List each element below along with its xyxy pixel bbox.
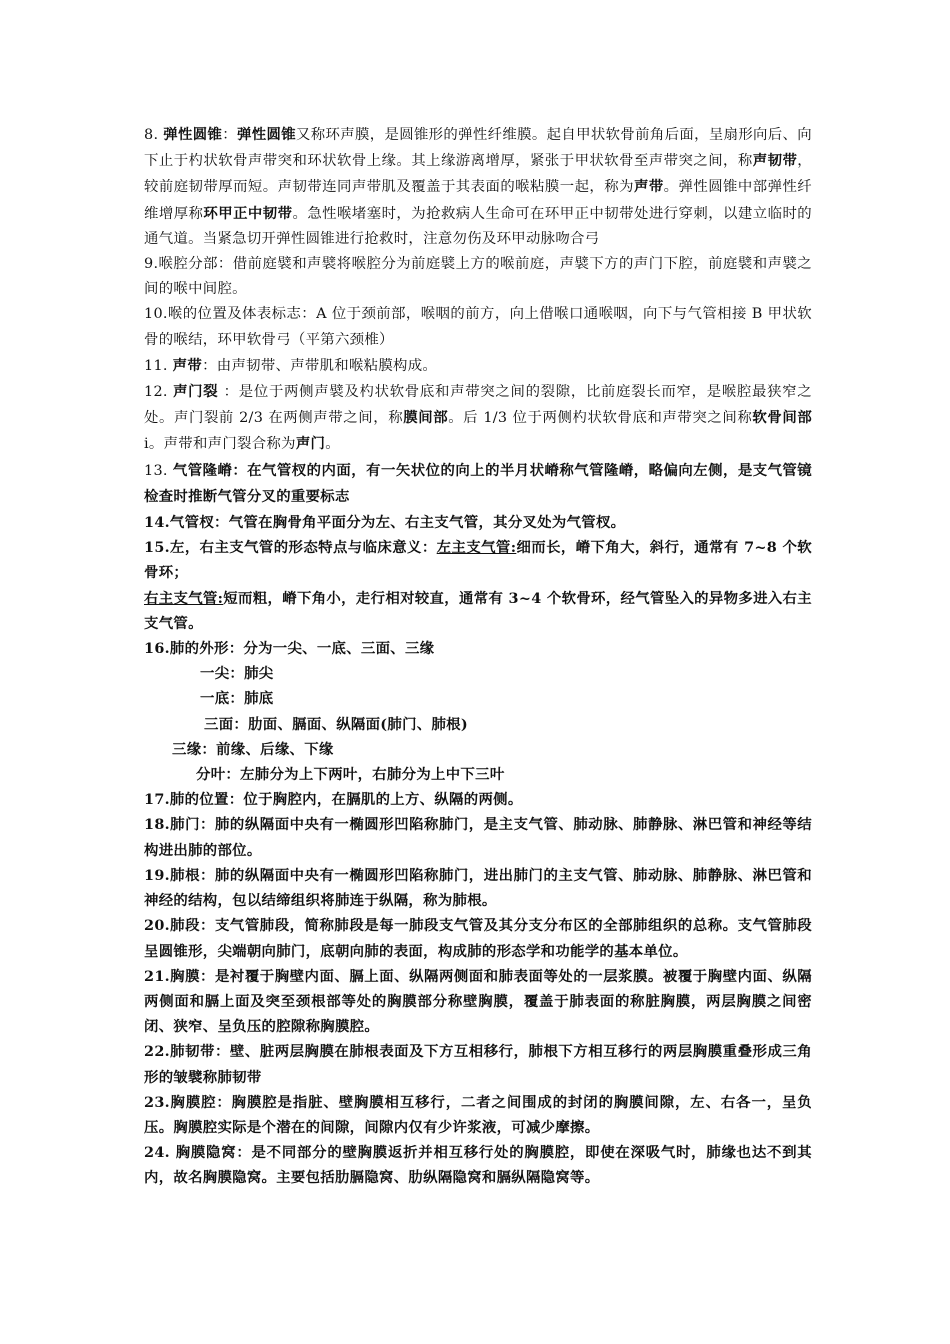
item-12 <box>144 379 812 458</box>
text: i。声带和声门裂合称为 <box>144 436 296 453</box>
term: 声带 <box>633 178 664 196</box>
text: ：由声韧带、声带肌和喉粘膜构成。 <box>202 357 438 374</box>
term: 声韧带 <box>752 152 798 170</box>
term: 声门 <box>295 435 326 453</box>
item-number: 12. <box>144 384 174 401</box>
term: 声带 <box>172 356 203 374</box>
term: 弹性圆锥 <box>237 126 296 143</box>
underlined-term: 左主支气管: <box>436 539 517 557</box>
item-16-lobes: 分叶：左肺分为上下两叶，右肺分为上中下三叶 <box>196 766 505 784</box>
item-16-apex: 一尖：肺尖 <box>200 665 274 683</box>
text: 细而长，嵴下角大，斜行，通常有 7~8 个软骨环； <box>144 539 812 582</box>
text: 。急性喉堵塞时，为抢救病人生命可在环甲正中韧带处进行穿刺，以建立临时的通气道。当紧急切开弹性圆锥进行抢救时，注意勿伤及环甲动脉吻合弓 <box>144 205 812 247</box>
item-17: 17.肺的位置：位于胸腔内，在膈肌的上方、纵隔的两侧。 <box>144 791 523 809</box>
item-number: 13. <box>144 462 173 479</box>
item-16-surfaces: 三面：肋面、膈面、纵隔面(肺门、肺根) <box>204 715 468 733</box>
text: 。后 1/3 位于两侧杓状软骨底和声带突之间称 <box>448 410 753 427</box>
item-24: 24. 胸膜隐窝：是不同部分的壁胸膜返折并相互移行处的胸膜腔，即使在深吸气时，肺缘也达不到其内，故名胸膜隐窝。主要包括肋膈隐窝、肋纵隔隐窝和膈纵隔隐窝等。 <box>144 1144 812 1187</box>
item-15-right <box>144 586 812 636</box>
item-8 <box>144 122 812 252</box>
item-22: 22.肺韧带：壁、脏两层胸膜在肺根表面及下方互相移行，肺根下方相互移行的两层胸膜重叠形成三角形的皱襞称肺韧带 <box>144 1043 812 1086</box>
text: ：是位于两侧声襞及杓状软骨底和声带突之间的裂隙，比前庭裂长而窄，是喉腔最狭窄之处。声门裂前 2/3 在两侧声带之间，称 <box>144 384 813 427</box>
item-16-base: 一底：肺底 <box>200 690 274 708</box>
item-21: 21.胸膜：是衬覆于胸壁内面、膈上面、纵隔两侧面和肺表面等处的一层浆膜。被覆于胸壁内面、纵隔两侧面和膈上面及突至颈根部等处的胸膜部分称壁胸膜，覆盖于肺表面的称脏胸膜，两层胸膜之间密闭、狭窄、呈负压的腔隙称胸膜腔。 <box>144 967 812 1036</box>
item-16: 16.肺的外形：分为一尖、一底、三面、三缘 <box>144 640 435 658</box>
item-number: 11. <box>144 357 173 374</box>
text: ： <box>222 127 237 143</box>
term: 膜间部 <box>403 409 449 427</box>
term: 软骨间部 <box>752 409 813 427</box>
item-15 <box>144 535 812 585</box>
term: 弹性圆锥 <box>163 126 223 143</box>
item-18: 18.肺门：肺的纵隔面中央有一椭圆形凹陷称肺门，是主支气管、肺动脉、肺静脉、淋巴管和神经等结构进出肺的部位。 <box>144 816 812 859</box>
text: 又称环声膜，是圆锥形的弹性纤维膜。起自甲状软骨前角后面，呈扇形向后、向下止于杓状软骨声带突和环状软骨上缘。其上缘游离增厚，紧张于甲状软骨至声带突之间，称 <box>144 127 812 170</box>
item-14: 14.气管杈：气管在胸骨角平面分为左、右主支气管，其分叉处为气管杈。 <box>144 514 626 532</box>
text: 15.左，右主支气管的形态特点与临床意义： <box>144 539 437 557</box>
item-16-borders: 三缘：前缘、后缘、下缘 <box>172 740 334 758</box>
document-page <box>144 122 812 1191</box>
item-number: 8. <box>144 127 164 143</box>
item-23: 23.胸膜腔：胸膜腔是指脏、壁胸膜相互移行，二者之间围成的封闭的胸膜间隙，左、右各一，呈负压。胸膜腔实际是个潜在的间隙，间隙内仅有少许浆液，可减少摩擦。 <box>144 1093 812 1136</box>
item-11 <box>144 353 812 379</box>
text: ，较前庭韧带厚而短。声韧带连同声带肌及覆盖于其表面的喉粘膜一起，称为 <box>144 153 812 196</box>
item-13 <box>144 458 812 510</box>
term: 环甲正中韧带 <box>203 204 293 222</box>
item-9: 9.喉腔分部：借前庭襞和声襞将喉腔分为前庭襞上方的喉前庭，声襞下方的声门下腔，前庭襞和声襞之间的喉中间腔。 <box>144 256 812 298</box>
term: 声门裂 <box>173 383 219 401</box>
item-20: 20.肺段：支气管肺段，简称肺段是每一肺段支气管及其分支分布区的全部肺组织的总称。支气管肺段呈圆锥形，尖端朝向肺门，底朝向肺的表面，构成肺的形态学和功能学的基本单位。 <box>144 917 812 960</box>
text: 。弹性圆锥中部弹性纤维增厚称 <box>144 179 812 222</box>
item-10: 10.喉的位置及体表标志：A 位于颈前部，喉咽的前方，向上借喉口通喉咽，向下与气管相接 B 甲状软骨的喉结，环甲软骨弓（平第六颈椎） <box>144 306 812 348</box>
underlined-term: 右主支气管: <box>144 589 224 607</box>
bold-section <box>144 510 812 1190</box>
text: 短而粗，嵴下角小，走行相对较直，通常有 3~4 个软骨环，经气管坠入的异物多进入右主支气管。 <box>144 589 812 632</box>
term: 气管隆嵴：在气管杈的内面，有一矢状位的向上的半月状嵴称气管隆嵴，略偏向左侧，是支气管镜检查时推断气管分叉的重要标志 <box>144 461 812 505</box>
text: 。 <box>325 436 340 453</box>
item-19: 19.肺根：肺的纵隔面中央有一椭圆形凹陷称肺门，进出肺门的主支气管、肺动脉、肺静脉、淋巴管和神经的结构，包以结缔组织将肺连于纵隔，称为肺根。 <box>144 866 812 910</box>
